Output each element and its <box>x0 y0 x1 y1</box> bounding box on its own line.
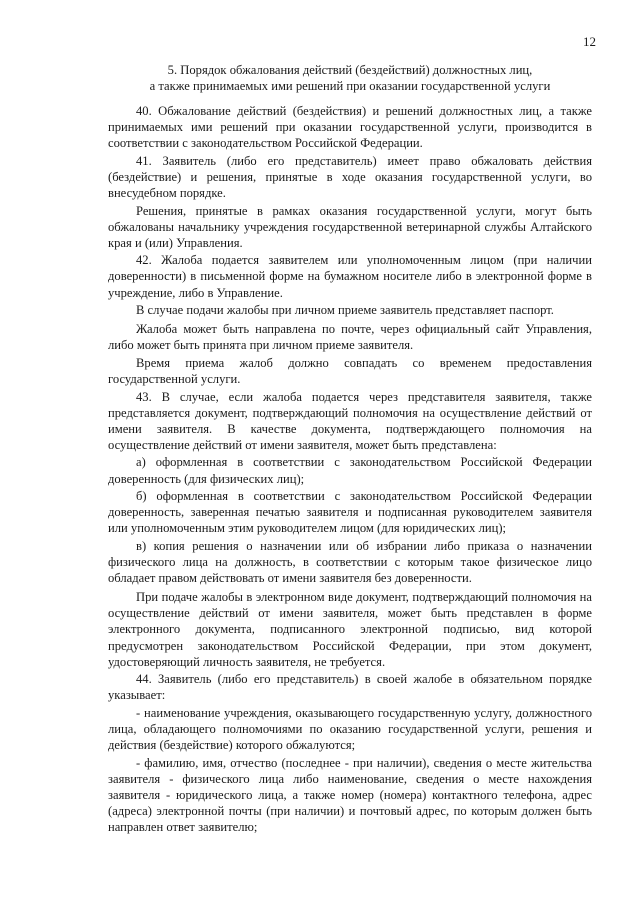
paragraph-43-item-a: а) оформленная в соответствии с законодательством Российской Федерации доверенность (для физических лиц); <box>108 455 592 486</box>
paragraph-43-item-c: в) копия решения о назначении или об избрании либо приказа о назначении физического лица на должность, в соответствии с которым такое физическое лицо обладает правом действовать от имени заявителя без доверенности. <box>108 538 592 586</box>
paragraph-42-passport: В случае подачи жалобы при личном приеме заявитель представляет паспорт. <box>136 303 554 318</box>
paragraph-43-item-b: б) оформленная в соответствии с законодательством Российской Федерации доверенность, заверенная печатью заявителя и подписанная руководителем заявителя или уполномоченным этим руководителем лицом (для юридических лиц); <box>108 489 592 536</box>
paragraph-42: 42. Жалоба подается заявителем или уполномоченным лицом (при наличии доверенности) в письменной форме на бумажном носителе либо в электронной форме в учреждение, либо в Управление. <box>108 253 592 300</box>
paragraph-43: 43. В случае, если жалоба подается через представителя заявителя, также представляется документ, подтверждающий полномочия на осуществление действий от имени заявителя. В качестве документа, подтверждающего полномочия на осуществление действий от имени заявителя, может быть представлена: <box>108 389 592 452</box>
paragraph-40: 40. Обжалование действий (бездействия) и решений должностных лиц, а также принимаемых ими решений при оказании государственной услуги, производится в соответствии с законодательством Российской Федерации. <box>108 104 592 151</box>
paragraph-44: 44. Заявитель (либо его представитель) в своей жалобе в обязательном порядке указывает: <box>108 672 592 703</box>
section-heading-line-1: 5. Порядок обжалования действий (бездействий) должностных лиц, <box>167 63 533 77</box>
paragraph-44-item-applicant: - фамилию, имя, отчество (последнее - при наличии), сведения о месте жительства заявителя - физического лица либо наименование, сведения о месте нахождения заявителя - юридического лица, а также номер (номера) контактного телефона, адрес (адреса) электронной почты (при наличии) и почтовый адрес, по которым должен быть направлен ответ заявителю; <box>108 755 592 835</box>
section-heading-line-2: а также принимаемых ими решений при оказании государственной услуги <box>149 79 551 93</box>
paragraph-42-mail: Жалоба может быть направлена по почте, через официальный сайт Управления, либо может быть принята при личном приеме заявителя. <box>108 322 592 353</box>
paragraph-42-time: Время приема жалоб должно совпадать со временем предоставления государственной услуги. <box>108 355 592 386</box>
paragraph-43-electronic: При подаче жалобы в электронном виде документ, подтверждающий полномочия на осуществление действий от имени заявителя, может быть представлен в форме электронного документа, подписанного электронной подписью, вид которой предусмотрен законодательством Российской Федерации, при этом документ, удостоверяющий личность заявителя, не требуется. <box>108 590 592 669</box>
paragraph-44-item-name: - наименование учреждения, оказывающего государственную услугу, должностного лица, обладающего полномочиями по оказанию государственной услуги, решения и действия (бездействие) которого обжалуются; <box>108 705 592 753</box>
paragraph-41-decisions: Решения, принятые в рамках оказания государственной услуги, могут быть обжалованы начальнику учреждения государственной ветеринарной службы Алтайского края и (или) Управления. <box>108 203 592 250</box>
section-heading <box>108 62 592 94</box>
paragraph-41: 41. Заявитель (либо его представитель) имеет право обжаловать действия (бездействие) и решения, принятые в ходе оказания государственной услуги, во внесудебном порядке. <box>108 153 592 200</box>
page-number: 12 <box>583 34 596 49</box>
document-body <box>108 103 592 837</box>
